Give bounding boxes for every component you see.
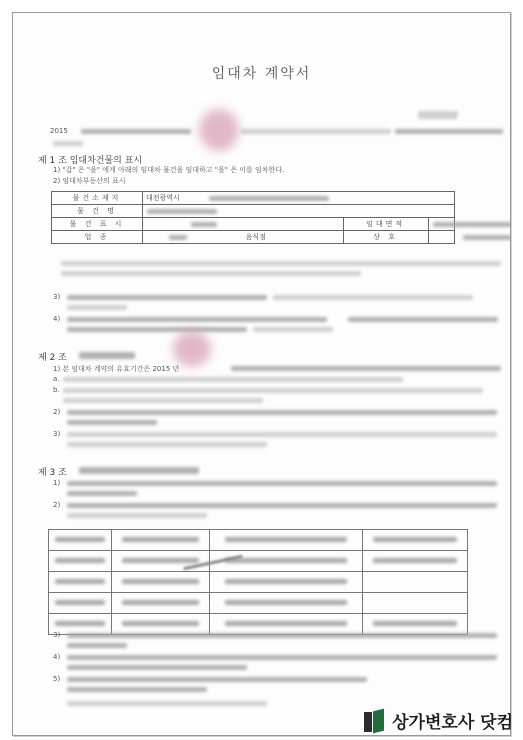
redacted-text [225, 579, 347, 584]
redacted-text [67, 633, 497, 638]
redacted-text [67, 327, 247, 332]
section-3-item-5: 5) [53, 675, 61, 683]
payment-cell [112, 572, 210, 593]
payment-cell [112, 530, 210, 551]
redacted-text [122, 621, 200, 626]
payment-cell [112, 614, 210, 635]
redacted-text [373, 558, 456, 563]
redacted-text [209, 196, 329, 201]
redacted-text [225, 600, 347, 605]
redacted-text [169, 235, 187, 240]
redacted-text [67, 305, 127, 310]
redacted-text [67, 295, 267, 300]
section-1-item-3: 3) [53, 293, 61, 301]
payment-cell [210, 530, 363, 551]
section-2-item-3: 3) [53, 430, 61, 438]
redacted-text [231, 366, 501, 371]
label-location: 물건소재지 [52, 192, 143, 205]
document-title: 임대차 계약서 [211, 66, 312, 82]
redacted-text [253, 327, 333, 332]
payment-cell [49, 551, 112, 572]
payment-table [48, 529, 468, 635]
payment-cell [49, 572, 112, 593]
redacted-seal [173, 331, 211, 367]
redacted-text [55, 537, 105, 542]
redacted-text [463, 235, 511, 240]
redacted-text [395, 129, 503, 134]
redacted-text [67, 503, 497, 508]
section-3-item-2: 2) [53, 501, 61, 509]
contract-page [12, 12, 511, 736]
value-property-desc [143, 218, 344, 231]
redacted-text [433, 222, 511, 227]
section-3-item-1: 1) [53, 479, 61, 487]
payment-cell [112, 593, 210, 614]
label-property-name: 물 건 명 [52, 205, 143, 218]
label-business-type: 업 종 [52, 231, 143, 244]
business-type-text: 음식점 [245, 233, 266, 241]
label-property-desc: 물 건 표 시 [52, 218, 143, 231]
redacted-text [273, 295, 473, 300]
section-2-sub-b: b. [53, 386, 60, 394]
property-table [51, 191, 455, 244]
redacted-text [373, 537, 456, 542]
redacted-text [67, 701, 267, 706]
section-2-sub-a: a. [53, 375, 60, 383]
value-trade-name [428, 231, 454, 244]
redacted-text [53, 141, 83, 146]
redacted-text [55, 579, 105, 584]
redacted-text [55, 558, 105, 563]
redacted-text [67, 655, 497, 660]
redacted-text [63, 398, 263, 403]
label-lease-area: 임대면적 [343, 218, 428, 231]
section-2-item-2: 2) [53, 408, 61, 416]
location-city: 대전광역시 [146, 194, 180, 202]
redacted-text [241, 129, 391, 134]
redacted-text [373, 621, 456, 626]
payment-cell [363, 614, 468, 635]
redacted-text [61, 271, 361, 276]
redacted-text [67, 420, 157, 425]
redacted-text [63, 377, 403, 382]
section-3-item-4: 4) [53, 653, 61, 661]
brand-logo [364, 708, 513, 733]
payment-cell [363, 593, 468, 614]
redacted-text [225, 558, 347, 563]
payment-cell [112, 551, 210, 572]
payment-cell [49, 593, 112, 614]
redacted-text [225, 537, 347, 542]
section-3-heading: 제 3 조 [38, 468, 67, 478]
redacted-text [418, 111, 458, 119]
redacted-text [67, 442, 267, 447]
payment-cell [363, 530, 468, 551]
redacted-text [67, 410, 497, 415]
redacted-text [61, 261, 501, 266]
section-1-heading: 제 1 조 임대차건물의 표시 [38, 156, 143, 166]
redacted-text [348, 317, 498, 322]
redacted-text [55, 621, 105, 626]
redacted-text [67, 687, 207, 692]
section-3-item-3: 3) [53, 631, 61, 639]
redacted-text [122, 579, 200, 584]
payment-cell [363, 572, 468, 593]
redacted-seal [199, 109, 239, 151]
label-trade-name: 상 호 [343, 231, 428, 244]
section-1-item-2: 2) 임대차부동산의 표시 [53, 177, 126, 185]
redacted-text [67, 432, 497, 437]
section-2-item-1: 1) 본 임대차 계약의 유효기간은 2015 년 [53, 365, 180, 373]
redacted-text [67, 665, 247, 670]
brand-mark-icon [364, 710, 386, 732]
payment-cell [210, 572, 363, 593]
redacted-text [63, 388, 483, 393]
value-lease-area [428, 218, 454, 231]
payment-cell [49, 530, 112, 551]
value-location [143, 192, 455, 205]
redacted-text [67, 677, 367, 682]
redacted-heading [79, 352, 135, 359]
section-2-heading: 제 2 조 [38, 353, 67, 363]
redacted-text [67, 643, 127, 648]
brand-name: 상가변호사 닷컴 [392, 713, 513, 733]
redacted-text [191, 222, 217, 227]
payment-cell [210, 551, 363, 572]
redacted-text [67, 317, 327, 322]
redacted-text [67, 491, 137, 496]
redacted-heading [79, 467, 199, 474]
redacted-text [225, 621, 347, 626]
intro-year: 2015 [50, 127, 68, 135]
redacted-text [147, 209, 217, 214]
redacted-text [122, 537, 200, 542]
section-1-item-1: 1) "갑" 은 "을" 에게 아래의 임대차 물건을 임대하고 "을" 은 이를 임차한다. [53, 166, 285, 174]
redacted-text [81, 129, 191, 134]
section-1-item-4: 4) [53, 315, 61, 323]
payment-cell [210, 614, 363, 635]
redacted-text [67, 513, 207, 518]
payment-cell [363, 551, 468, 572]
value-property-name [143, 205, 455, 218]
payment-cell [210, 593, 363, 614]
redacted-text [122, 558, 200, 563]
redacted-text [55, 600, 105, 605]
value-business-type [143, 231, 344, 244]
redacted-text [67, 481, 497, 486]
redacted-text [122, 600, 200, 605]
